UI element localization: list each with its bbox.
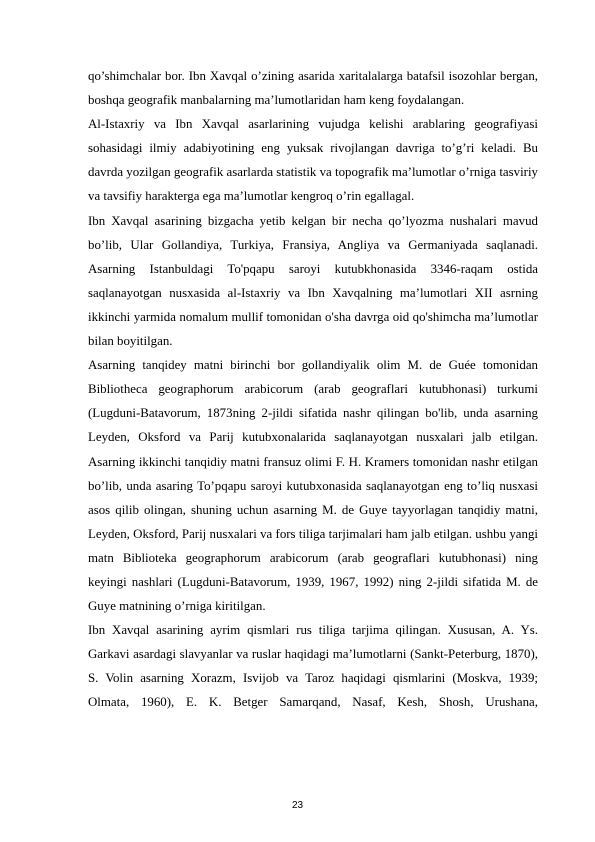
paragraph-3: Ibn Xavqal asarining bizgacha yetib kelgan bir necha qo’lyozma nushalari mavud bo’lib, Ular Gollandiya, Turkiya, Fransiya, Angliya va Germaniyada saqlanadi. Asarning Istanbuldagi To'pqapu saroyi kutubkhonasida 3346-raqam ostida saqlanayotgan nusxasida al-Istaxriy va Ibn Xavqalning ma’lumotlari XII asrning ikkinchi yarmida nomalum mullif tomonidan o'sha davrga oid qo'shimcha ma’lumotlar bilan boyitilgan. xyxy=(88,213,538,349)
page-number: 23 xyxy=(291,800,304,811)
paragraph-5: Ibn Xavqal asarining ayrim qismlari rus tiliga tarjima qilingan. Xususan, A. Ys. Garkavi asardagi slavyanlar va ruslar haqidagi ma’lumotlarni (Sankt-Peterburg, 1870), S. Volin asarning Xorazm, Isvijob va Taroz haqidagi qismlarini (Moskva, 1939; Olmata, 1960), E. K. Betger Samarqand, Nasaf, Kesh, Shosh, Urushana, xyxy=(88,623,538,710)
paragraph-2: Al-Istaxriy va Ibn Xavqal asarlarining vujudga kelishi arablaring geografiyasi sohasidagi ilmiy adabiyotining eng yuksak rivojlangan davriga to’g’ri keladi. Bu davrda yozilgan geografik asarlarda statistik va topografik ma’lumotlar o’rniga tasviriy va tavsifiy harakterga ega ma’lumotlar kengroq o’rin egallagal. xyxy=(88,117,538,204)
document-body xyxy=(88,64,538,715)
paragraph-4: Asarning tanqidey matni birinchi bor gollandiyalik olim M. de Guée tomonidan Bibliotheca geographorum arabicorum (arab geograflari kutubhonasi) turkumi (Lugduni-Batavorum, 1873ning 2-jildi sifatida nashr qilingan bo'lib, unda asarning Leyden, Oksford va Parij kutubxonalarida saqlanayotgan nusxalari jalb etilgan. Asarning ikkinchi tanqidiy matni fransuz olimi F. H. Kramers tomonidan nashr etilgan bo’lib, unda asaring To’pqapu saroyi kutubxonasida saqlanayotgan eng to’liq nusxasi asos qilib olingan, shuning uchun asarning M. de Guye tayyorlagan tanqidiy matni, Leyden, Oksford, Parij nusxalari va fors tiliga tarjimalari ham jalb etilgan. ushbu yangi matn Biblioteka geographorum arabicorum (arab geograflari kutubhonasi) ning keyingi nashlari (Lugduni-Batavorum, 1939, 1967, 1992) ning 2-jildi sifatida M. de Guye matnining o’rniga kiritilgan. xyxy=(88,358,538,614)
paragraph-1: qo’shimchalar bor. Ibn Xavqal o’zining asarida xaritalalarga batafsil isozohlar bergan, boshqa geografik manbalarning ma’lumotlaridan ham keng foydalangan. xyxy=(88,69,538,108)
